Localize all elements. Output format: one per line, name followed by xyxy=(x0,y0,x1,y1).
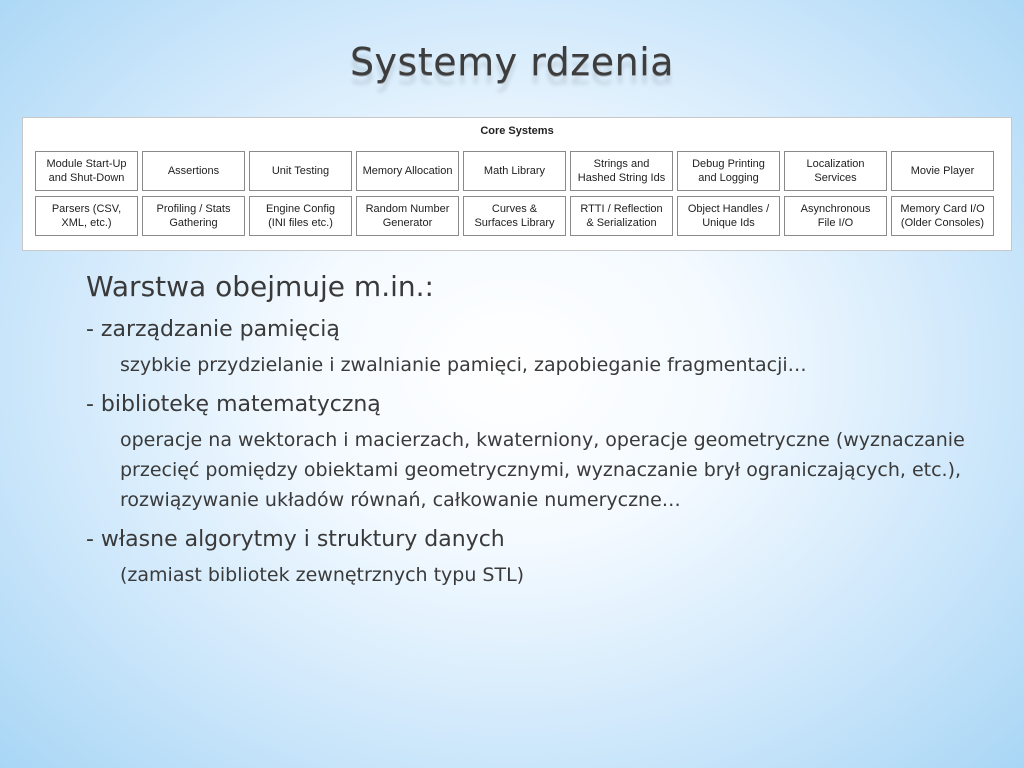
diagram-cell: Engine Config (INI files etc.) xyxy=(249,196,352,236)
diagram-cell: Memory Card I/O (Older Consoles) xyxy=(891,196,994,236)
core-systems-diagram xyxy=(22,117,1012,251)
diagram-cell: Profiling / Stats Gathering xyxy=(142,196,245,236)
diagram-cell: Memory Allocation xyxy=(356,151,459,191)
diagram-cell: Assertions xyxy=(142,151,245,191)
bullet-math-library: - bibliotekę matematyczną xyxy=(86,392,381,417)
diagram-cell: Curves & Surfaces Library xyxy=(463,196,566,236)
diagram-cell: Asynchronous File I/O xyxy=(784,196,887,236)
diagram-cell: Unit Testing xyxy=(249,151,352,191)
slide-title: Systemy rdzenia xyxy=(349,40,675,84)
diagram-grid xyxy=(35,151,994,236)
slide-content xyxy=(86,270,986,602)
diagram-cell: Object Handles / Unique Ids xyxy=(677,196,780,236)
diagram-cell: Strings and Hashed String Ids xyxy=(570,151,673,191)
diagram-cell: Parsers (CSV, XML, etc.) xyxy=(35,196,138,236)
bullet-detail: operacje na wektorach i macierzach, kwaterniony, operacje geometryczne (wyznaczanie przecięć pomiędzy obiektami geometrycznymi, wyznaczanie brył ograniczających, etc.), rozwiązywanie układów równań, całkowanie numeryczne… xyxy=(120,429,965,511)
diagram-cell: Module Start-Up and Shut-Down xyxy=(35,151,138,191)
diagram-cell: Debug Printing and Logging xyxy=(677,151,780,191)
diagram-cell: RTTI / Reflection & Serialization xyxy=(570,196,673,236)
content-heading: Warstwa obejmuje m.in.: xyxy=(86,270,434,303)
bullet-memory-management: - zarządzanie pamięcią xyxy=(86,317,340,342)
bullet-detail: szybkie przydzielanie i zwalnianie pamięci, zapobieganie fragmentacji… xyxy=(120,354,807,376)
diagram-cell: Movie Player xyxy=(891,151,994,191)
diagram-cell: Math Library xyxy=(463,151,566,191)
bullet-custom-algorithms: - własne algorytmy i struktury danych xyxy=(86,527,505,552)
bullet-detail: (zamiast bibliotek zewnętrznych typu STL) xyxy=(120,564,525,586)
diagram-title: Core Systems xyxy=(480,125,554,137)
diagram-cell: Random Number Generator xyxy=(356,196,459,236)
diagram-cell: Localization Services xyxy=(784,151,887,191)
